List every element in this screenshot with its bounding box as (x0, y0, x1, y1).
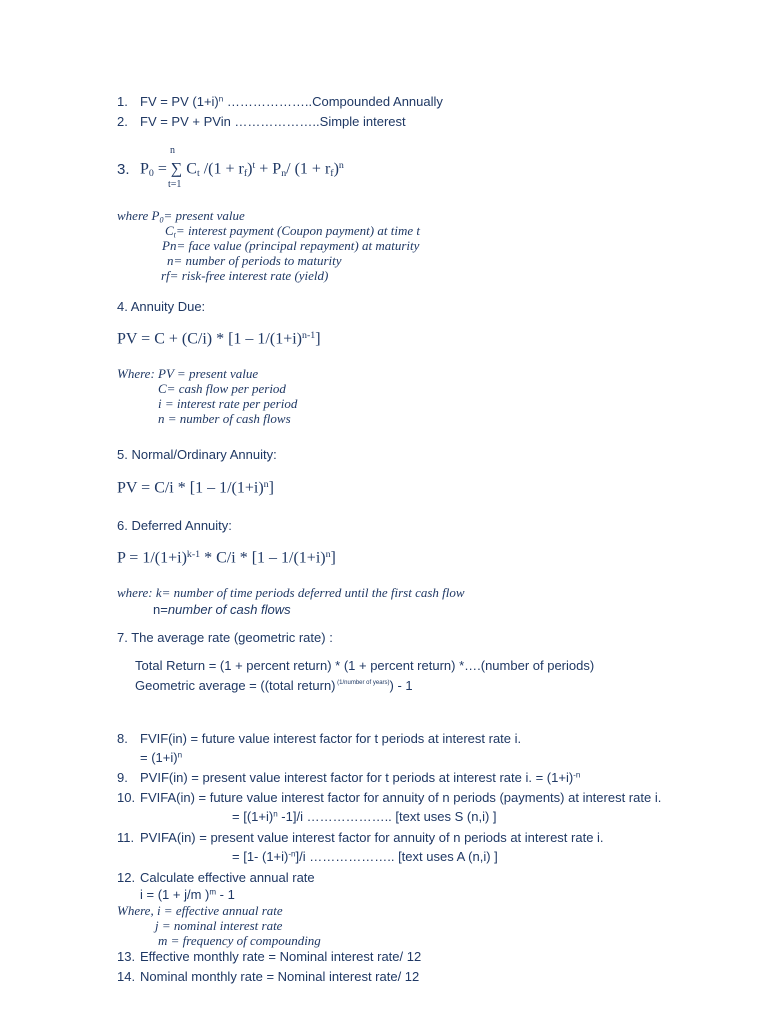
formula-3-where-rf: rf= risk-free interest rate (yield) (161, 268, 329, 283)
deferred-annuity-heading: 6. Deferred Annuity: (117, 518, 232, 533)
discount-close: ) (247, 160, 253, 178)
deferred-annuity-where-n (153, 603, 291, 616)
formula-10-number: 10. (117, 790, 136, 805)
deferred-annuity-formula (117, 550, 336, 566)
fvifa-definition: FVIFA(in) = future value interest factor for annuity of n periods (payments) at interest rate i. (140, 790, 662, 805)
n-exponent: n (338, 160, 344, 171)
where-n-label: n= (153, 602, 168, 617)
face-discount-close: ) (333, 160, 339, 178)
formula-1-exponent: n (218, 94, 224, 104)
annuity-due-close: ] (315, 330, 321, 348)
pvifa-note: ]/i ……………….. [text uses A (n,i) ] (295, 849, 498, 864)
fvif-formula (140, 751, 182, 764)
annuity-due-where-pv: Where: PV = present value (117, 366, 259, 381)
formula-11-number: 11. (117, 830, 135, 845)
formula-14-number: 14. (117, 969, 136, 984)
annuity-due-main: PV = C + (C/i) * [1 – 1/(1+i) (117, 330, 302, 348)
formula-2-simple-interest: FV = PV + PVin ………………..Simple interest (140, 114, 406, 129)
formula-13-number: 13. (117, 949, 136, 964)
where-p0-label: where P (117, 208, 160, 223)
effective-rate-close: - 1 (216, 887, 235, 902)
fvif-main: = (1+i) (140, 750, 178, 765)
deferred-annuity-main: * C/i * [1 – 1/(1+i) (200, 549, 326, 567)
fvifa-note: -1]/i ……………….. [text uses S (n,i) ] (277, 809, 497, 824)
pvif-exponent: -n (573, 770, 581, 780)
where-p0-definition: = present value (163, 208, 245, 223)
effective-rate-where-j: j = nominal interest rate (155, 918, 283, 933)
ordinary-annuity-exponent: n (263, 479, 269, 490)
formula-9-number: 9. (117, 770, 128, 785)
deferred-annuity-close: ] (330, 549, 336, 567)
pvif-main: PVIF(in) = present value interest factor for t periods at interest rate i. = (1+i) (140, 770, 574, 785)
formula-3-number: 3. (117, 161, 130, 178)
where-n-definition: number of cash flows (167, 602, 291, 617)
where-p0-subscript: 0 (159, 215, 164, 225)
deferred-annuity-exponent-n: n (325, 549, 331, 560)
face-discount-open: / (1 + r (286, 160, 331, 178)
geometric-rate-heading: 7. The average rate (geometric rate) : (117, 630, 333, 645)
nominal-monthly-rate: Nominal monthly rate = Nominal interest rate/ 12 (140, 969, 420, 984)
effective-monthly-rate: Effective monthly rate = Nominal interest rate/ 12 (140, 949, 422, 964)
formula-1-compound-fv (140, 95, 443, 108)
fvif-exponent: n (177, 750, 183, 760)
coupon-subscript: t (196, 168, 200, 180)
t-exponent: t (252, 160, 256, 171)
formula-3-where-pn: Pn= face value (principal repayment) at maturity (162, 238, 420, 253)
pvif-definition (140, 771, 580, 784)
effective-rate-where-m: m = frequency of compounding (158, 933, 321, 948)
p0-subscript: 0 (148, 168, 154, 180)
formula-3-bond-price (140, 161, 344, 179)
where-ct-definition: = interest payment (Coupon payment) at time t (175, 223, 420, 238)
effective-rate-heading: Calculate effective annual rate (140, 870, 315, 885)
annuity-due-where-i: i = interest rate per period (158, 396, 298, 411)
formula-8-number: 8. (117, 731, 128, 746)
annuity-due-where-c: C= cash flow per period (158, 381, 286, 396)
formula-1-number: 1. (117, 94, 128, 109)
annuity-due-where-n: n = number of cash flows (158, 411, 291, 426)
annuity-due-formula (117, 331, 321, 347)
ordinary-annuity-close: ] (268, 479, 274, 497)
ordinary-annuity-formula (117, 480, 274, 496)
effective-rate-main: i = (1 + j/m ) (140, 887, 210, 902)
total-return-formula: Total Return = (1 + percent return) * (1 + percent return) *….(number of periods) (135, 658, 595, 673)
formula-3-sum-lower-limit: t=1 (168, 179, 182, 190)
discount-open: /(1 + r (199, 160, 244, 178)
fvif-definition: FVIF(in) = future value interest factor for t periods at interest rate i. (140, 731, 522, 746)
geometric-average-main: Geometric average = ((total return) (135, 678, 336, 693)
fvifa-main: = [(1+i) (232, 809, 274, 824)
pvifa-main: = [1- (1+i) (232, 849, 289, 864)
fvifa-formula (232, 810, 497, 823)
pvifa-exponent: -n (288, 849, 296, 859)
pvifa-definition: PVIFA(in) = present value interest factor for annuity of n periods at interest rate i. (140, 830, 604, 845)
ordinary-annuity-heading: 5. Normal/Ordinary Annuity: (117, 447, 277, 462)
rate-subscript: f (243, 168, 248, 180)
sum-and-coupon: = ∑ C (153, 160, 197, 178)
formula-1-label: ………………..Compounded Annually (223, 94, 443, 109)
formula-1-lhs: FV = PV (1+i) (140, 94, 219, 109)
where-ct-label: C (165, 223, 174, 238)
pvifa-formula (232, 850, 498, 863)
effective-rate-exponent: m (209, 887, 217, 897)
geometric-average-formula (135, 679, 413, 692)
face-value-subscript: n (281, 168, 287, 180)
effective-rate-formula (140, 888, 235, 901)
where-ct-subscript: t (173, 230, 176, 240)
deferred-annuity-where-k: where: k= number of time periods deferred until the first cash flow (117, 585, 465, 600)
formula-12-number: 12. (117, 870, 136, 885)
p0-symbol: P (140, 160, 149, 178)
effective-rate-where-i: Where, i = effective annual rate (117, 903, 283, 918)
annuity-due-exponent: n-1 (302, 330, 316, 341)
ordinary-annuity-main: PV = C/i * [1 – 1/(1+i) (117, 479, 264, 497)
deferred-annuity-exponent-k: k-1 (186, 549, 201, 560)
geometric-average-exponent: (1/number of years) (335, 680, 390, 686)
formula-3-sum-upper-limit: n (170, 145, 175, 156)
fvifa-exponent: n (273, 809, 278, 819)
face-value: + P (255, 160, 282, 178)
rate-subscript-2: f (330, 168, 334, 180)
formula-2-number: 2. (117, 114, 128, 129)
annuity-due-heading: 4. Annuity Due: (117, 299, 206, 314)
geometric-average-close: ) - 1 (389, 678, 413, 693)
formula-3-where-n: n= number of periods to maturity (167, 253, 342, 268)
deferred-annuity-factor: P = 1/(1+i) (117, 549, 187, 567)
